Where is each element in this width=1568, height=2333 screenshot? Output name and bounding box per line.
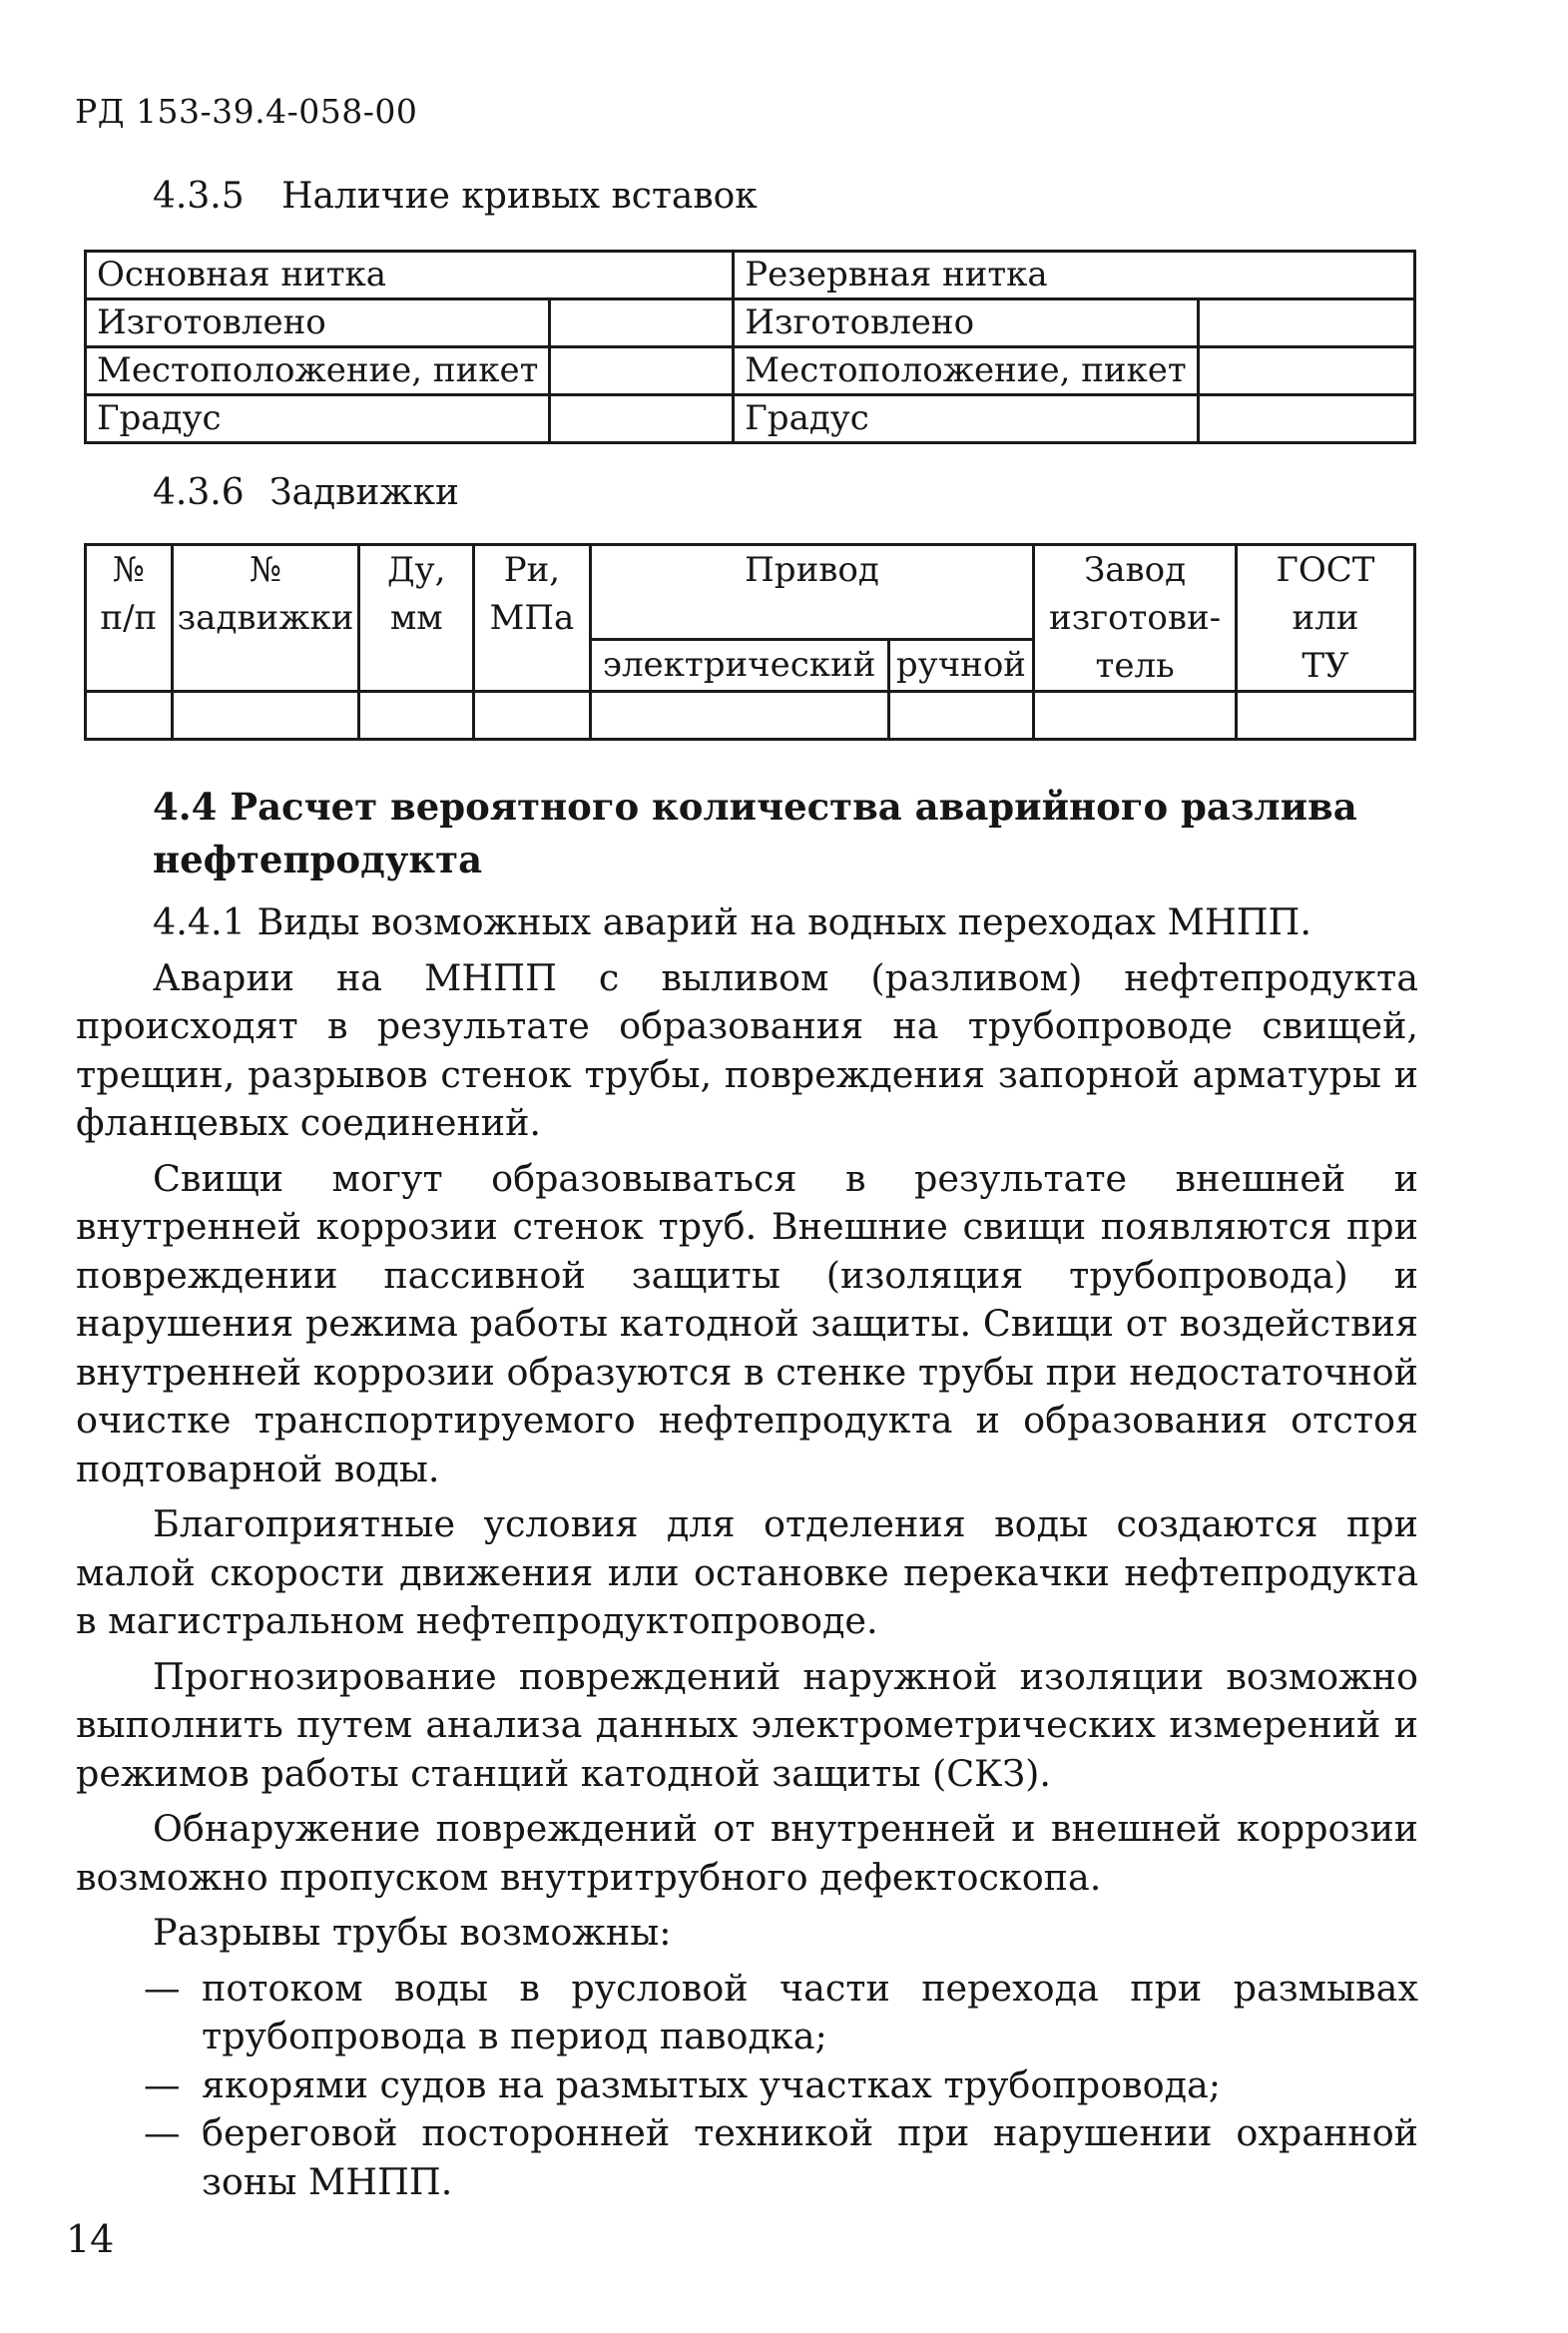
section-4-3-5-heading: [153, 176, 758, 217]
list-item: [76, 2109, 1418, 2206]
header-cell-manufacturer: Завод изготови- тель: [1034, 545, 1237, 692]
body-text: [76, 898, 1418, 2206]
header-cell-manual: ручной: [888, 640, 1034, 692]
list-item: [76, 2061, 1418, 2110]
table-row: [86, 692, 1415, 740]
table-row: [86, 299, 1415, 347]
paragraph: Свищи могут образовываться в результате внешней и внутренней коррозии стенок труб. Внешние свищи появляются при повреждении пассивной защиты (изоляция трубопровода) и нарушения режима работы катодной защиты. Свищи от воздействия внутренней коррозии образуются в стенке трубы при недостаточной очистке транспортируемого нефтепродукта и образования отстоя подтоварной воды.: [76, 1156, 1418, 1490]
table-cell: [550, 395, 734, 443]
list-item-text: береговой посторонней техникой при нарушении охранной зоны МНПП.: [202, 2111, 1418, 2203]
table-cell: Градус: [734, 395, 1198, 443]
section-title: Задвижки: [269, 472, 459, 513]
table-cell: Местоположение, пикет: [86, 347, 550, 395]
header-cell-valve-number: № задвижки: [172, 545, 359, 692]
list-item: [76, 1965, 1418, 2061]
table-cell: [550, 299, 734, 347]
table-cell: Местоположение, пикет: [734, 347, 1198, 395]
header-cell-np: № п/п: [86, 545, 173, 692]
table-cell: Изготовлено: [734, 299, 1198, 347]
header-cell-drive: Привод: [590, 545, 1034, 640]
dash-marker: —: [144, 2062, 181, 2106]
paragraph: Благоприятные условия для отделения воды создаются при малой скорости движения или остановке перекачки нефтепродукта в магистральном нефтепродуктопроводе.: [76, 1502, 1418, 1642]
table-cell: [590, 692, 888, 740]
header-cell-gost: ГОСТ или ТУ: [1236, 545, 1414, 692]
dash-marker: —: [144, 1966, 181, 2010]
reserve-line-header: Резервная нитка: [734, 252, 1415, 299]
table-cell: [1198, 299, 1414, 347]
section-number: 4.3.5: [153, 176, 245, 217]
table-row: [86, 395, 1415, 443]
table-row: [86, 347, 1415, 395]
dash-marker: —: [144, 2111, 181, 2154]
header-cell-electric: электрический: [590, 640, 888, 692]
table-cell: [1198, 395, 1414, 443]
paragraph: Разрывы трубы возможны:: [153, 1911, 672, 1954]
table-cell: [1236, 692, 1414, 740]
header-cell-pressure: Ри, МПа: [474, 545, 591, 692]
list-item-text: потоком воды в русловой части перехода при размывах трубопровода в период паводка;: [202, 1966, 1418, 2057]
paragraph: Обнаружение повреждений от внутренней и внешней коррозии возможно пропуском внутритрубного дефектоскопа.: [76, 1807, 1418, 1899]
table-row: [86, 252, 1415, 299]
table-cell: Изготовлено: [86, 299, 550, 347]
curved-inserts-table: [84, 250, 1416, 444]
table-header-row: [86, 545, 1415, 640]
table-cell: Градус: [86, 395, 550, 443]
table-cell: [359, 692, 474, 740]
section-4-4-heading: 4.4 Расчет вероятного количества аварийного разлива нефтепродукта: [153, 785, 1357, 881]
section-4-3-6-heading: [153, 472, 459, 513]
table-cell: [888, 692, 1034, 740]
section-number: 4.3.6: [153, 472, 245, 513]
document-code-header: РД 153-39.4-058-00: [75, 92, 418, 131]
paragraph: Аварии на МНПП с выливом (разливом) нефтепродукта происходят в результате образования на трубопроводе свищей, трещин, разрывов стенок трубы, повреждения запорной арматуры и фланцевых соединений.: [76, 955, 1418, 1144]
table-cell: [474, 692, 591, 740]
main-line-header: Основная нитка: [86, 252, 734, 299]
table-cell: [86, 692, 173, 740]
valves-table: [84, 543, 1416, 741]
page-number: 14: [66, 2217, 115, 2261]
table-cell: [550, 347, 734, 395]
paragraph: Прогнозирование повреждений наружной изоляции возможно выполнить путем анализа данных электрометрических измерений и режимов работы станций катодной защиты (СКЗ).: [76, 1654, 1418, 1795]
list-item-text: якорями судов на размытых участках трубопровода;: [202, 2062, 1222, 2106]
table-cell: [1198, 347, 1414, 395]
paragraph: 4.4.1 Виды возможных аварий на водных переходах МНПП.: [153, 900, 1311, 943]
section-title: Наличие кривых вставок: [281, 176, 758, 217]
table-cell: [172, 692, 359, 740]
header-cell-du: Ду, мм: [359, 545, 474, 692]
table-cell: [1034, 692, 1237, 740]
